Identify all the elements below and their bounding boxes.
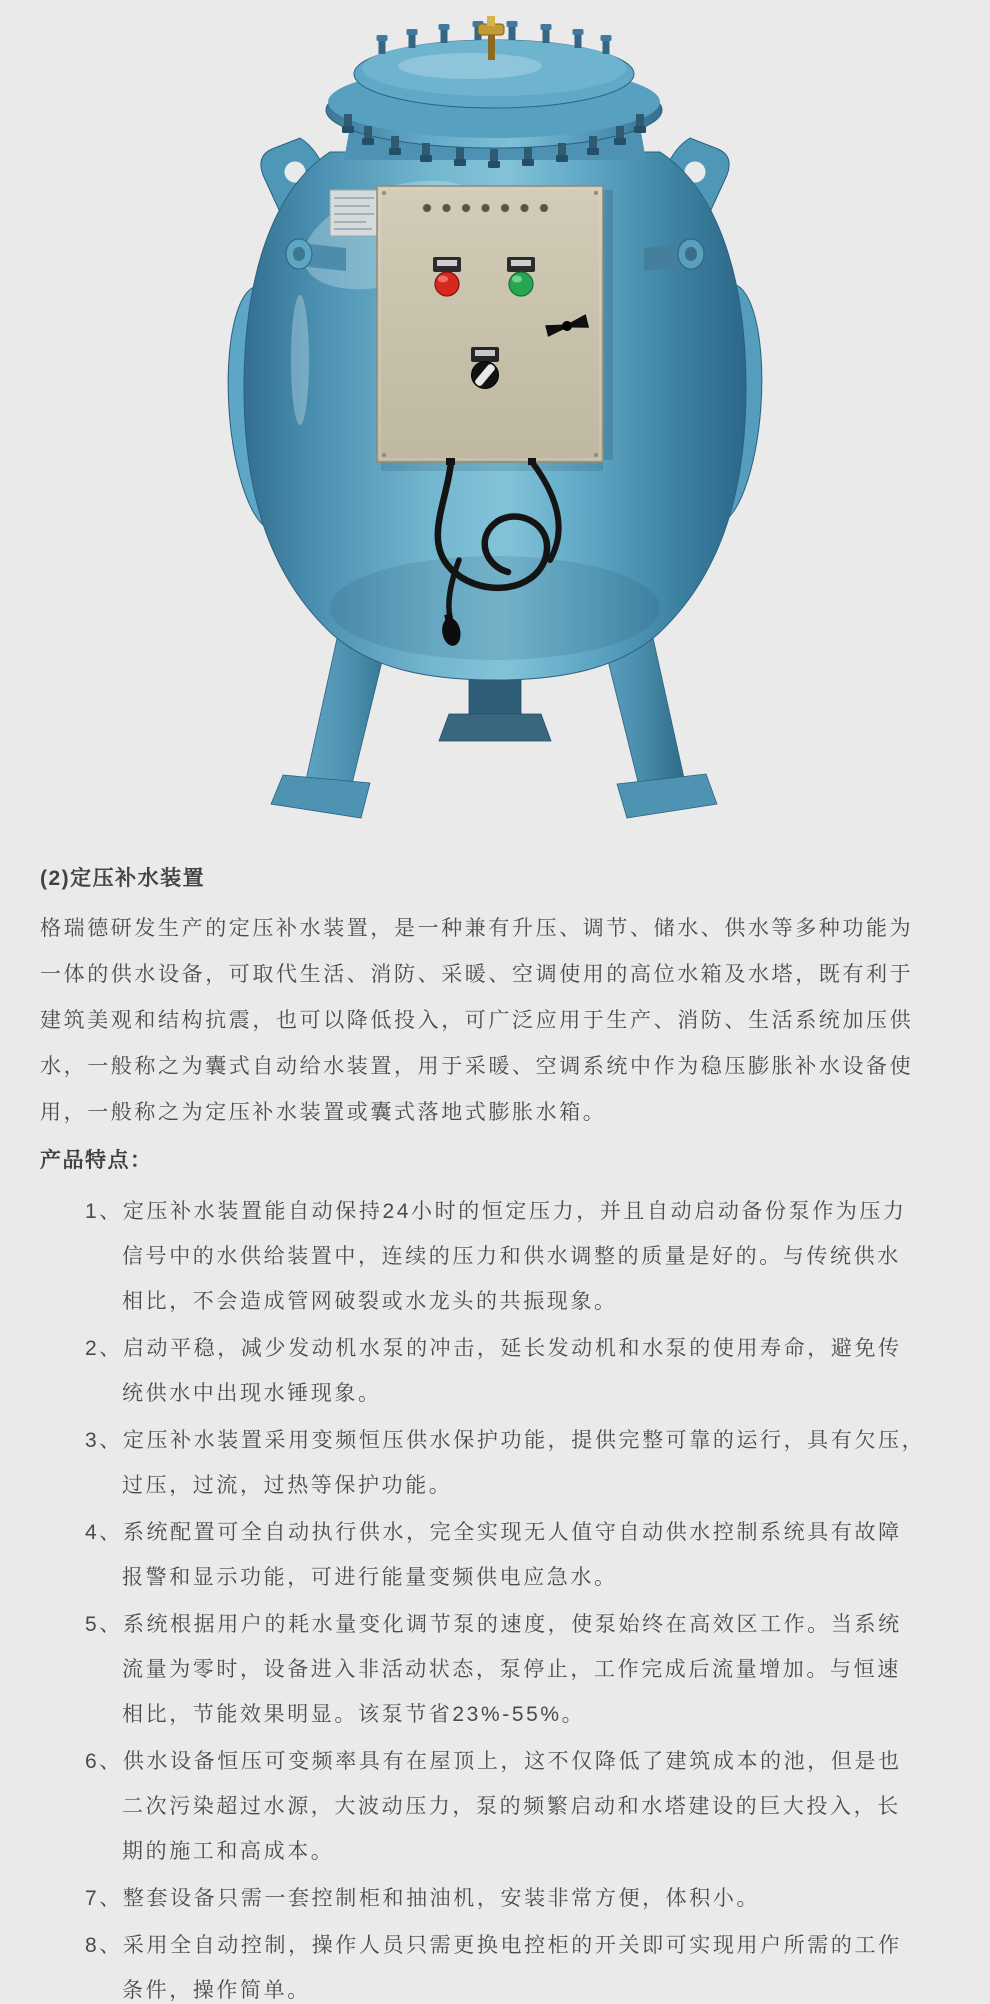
feature-line: 8、采用全自动控制，操作人员只需更换电控柜的开关即可实现用户所需的工作: [85, 1934, 902, 1957]
feature-line: 相比，不会造成管网破裂或水龙头的共振现象。: [122, 1290, 618, 1313]
feature-line: 期的施工和高成本。: [122, 1840, 335, 1863]
feature-line: 1、定压补水装置能自动保持24小时的恒定压力，并且自动启动备份泵作为压力: [85, 1200, 907, 1223]
product-description: [40, 864, 950, 2004]
feature-line: 信号中的水供给装置中，连续的压力和供水调整的质量是好的。与传统供水: [122, 1245, 901, 1268]
feature-item-3: [40, 1418, 950, 1508]
start-button: [507, 257, 535, 296]
feature-item-7: [40, 1876, 950, 1921]
features-title: 产品特点：: [40, 1149, 153, 1172]
stop-button: [433, 257, 461, 296]
feature-item-6: [40, 1739, 950, 1874]
feature-line: 统供水中出现水锤现象。: [122, 1382, 382, 1405]
feature-line: 6、供水设备恒压可变频率具有在屋顶上，这不仅降低了建筑成本的池，但是也: [85, 1750, 902, 1773]
intro-line: 格瑞德研发生产的定压补水装置，是一种兼有升压、调节、储水、供水等多种功能为: [40, 917, 914, 940]
features-list: [40, 1189, 950, 2004]
intro-line: 建筑美观和结构抗震，也可以降低投入，可广泛应用于生产、消防、生活系统加压供: [40, 1009, 914, 1032]
feature-item-4: [40, 1510, 950, 1600]
feature-line: 流量为零时，设备进入非活动状态，泵停止，工作完成后流量增加。与恒速: [122, 1658, 901, 1681]
feature-item-1: [40, 1189, 950, 1324]
feature-line: 5、系统根据用户的耗水量变化调节泵的速度，使泵始终在高效区工作。当系统: [85, 1613, 902, 1636]
vessel-lid: [326, 16, 662, 168]
feature-line: 报警和显示功能，可进行能量变频供电应急水。: [122, 1566, 618, 1589]
intro-line: 用，一般称之为定压补水装置或囊式落地式膨胀水箱。: [40, 1101, 607, 1124]
feature-line: 7、整套设备只需一套控制柜和抽油机，安装非常方便，体积小。: [85, 1887, 761, 1910]
intro-line: 一体的供水设备，可取代生活、消防、采暖、空调使用的高位水箱及水塔，既有利于: [40, 963, 914, 986]
feature-line: 3、定压补水装置采用变频恒压供水保护功能，提供完整可靠的运行，具有欠压，: [85, 1429, 926, 1452]
feature-line: 二次污染超过水源，大波动压力，泵的频繁启动和水塔建设的巨大投入，长: [122, 1795, 901, 1818]
feature-item-5: [40, 1602, 950, 1737]
product-photo: [0, 0, 990, 848]
rotary-switch: [471, 347, 499, 389]
control-panel: [377, 186, 613, 471]
feature-line: 过压，过流，过热等保护功能。: [122, 1474, 453, 1497]
feature-item-8: [40, 1923, 950, 2004]
feature-line: 2、启动平稳，减少发动机水泵的冲击，延长发动机和水泵的使用寿命，避免传: [85, 1337, 902, 1360]
feature-line: 4、系统配置可全自动执行供水，完全实现无人值守自动供水控制系统具有故障: [85, 1521, 902, 1544]
feature-line: 条件，操作简单。: [122, 1979, 311, 2002]
intro-line: 水，一般称之为囊式自动给水装置，用于采暖、空调系统中作为稳压膨胀补水设备使: [40, 1055, 914, 1078]
feature-line: 相比，节能效果明显。该泵节省23%-55%。: [122, 1703, 586, 1726]
intro-paragraph: [40, 906, 950, 1136]
nameplate: [330, 190, 378, 236]
feature-item-2: [40, 1326, 950, 1416]
section-heading: (2)定压补水装置: [40, 867, 206, 890]
